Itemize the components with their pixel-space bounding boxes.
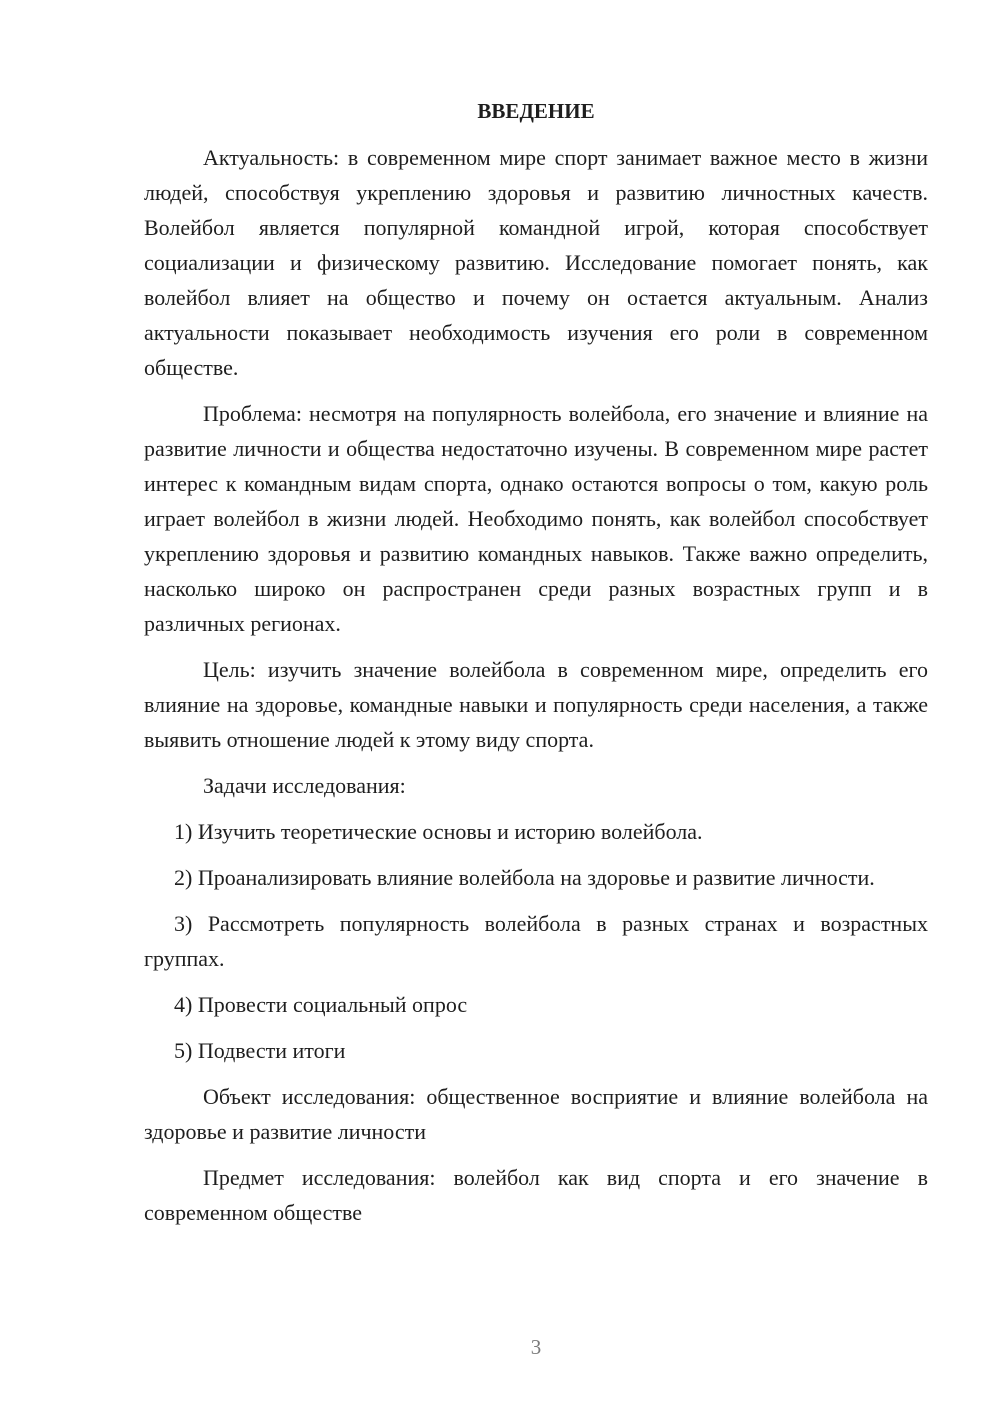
task-item-4: 4) Провести социальный опрос	[174, 992, 468, 1017]
paragraph-object: Объект исследования: общественное восприятие и влияние волейбола на здоровье и развитие личности	[144, 1084, 928, 1144]
paragraph-tasks-title: Задачи исследования:	[203, 773, 406, 798]
task-item-5: 5) Подвести итоги	[174, 1038, 346, 1063]
task-item-3: 3) Рассмотреть популярность волейбола в разных странах и возрастных группах.	[144, 911, 928, 971]
paragraph-subject: Предмет исследования: волейбол как вид спорта и его значение в современном обществе	[144, 1165, 928, 1225]
task-item-1: 1) Изучить теоретические основы и историю волейбола.	[174, 819, 703, 844]
paragraph-relevance: Актуальность: в современном мире спорт занимает важное место в жизни людей, способствуя укреплению здоровья и развитию личностных качеств. Волейбол является популярной командной игрой, которая способствует социализации и физическому развитию. Исследование помогает понять, как волейбол влияет на общество и почему он остается актуальным. Анализ актуальности показывает необходимость изучения его роли в современном обществе.	[144, 145, 928, 380]
section-heading: ВВЕДЕНИЕ	[477, 99, 595, 123]
paragraph-problem: Проблема: несмотря на популярность волейбола, его значение и влияние на развитие личности и общества недостаточно изучены. В современном мире растет интерес к командным видам спорта, однако остаются вопросы о том, какую роль играет волейбол в жизни людей. Необходимо понять, как волейбол способствует укреплению здоровья и развитию командных навыков. Также важно определить, насколько широко он распространен среди разных возрастных групп и в различных регионах.	[144, 401, 928, 636]
paragraph-goal: Цель: изучить значение волейбола в современном мире, определить его влияние на здоровье, командные навыки и популярность среди населения, а также выявить отношение людей к этому виду спорта.	[144, 657, 928, 752]
page-content	[144, 96, 928, 1230]
task-item-2: 2) Проанализировать влияние волейбола на здоровье и развитие личности.	[174, 865, 875, 890]
page-number: 3	[530, 1335, 542, 1359]
